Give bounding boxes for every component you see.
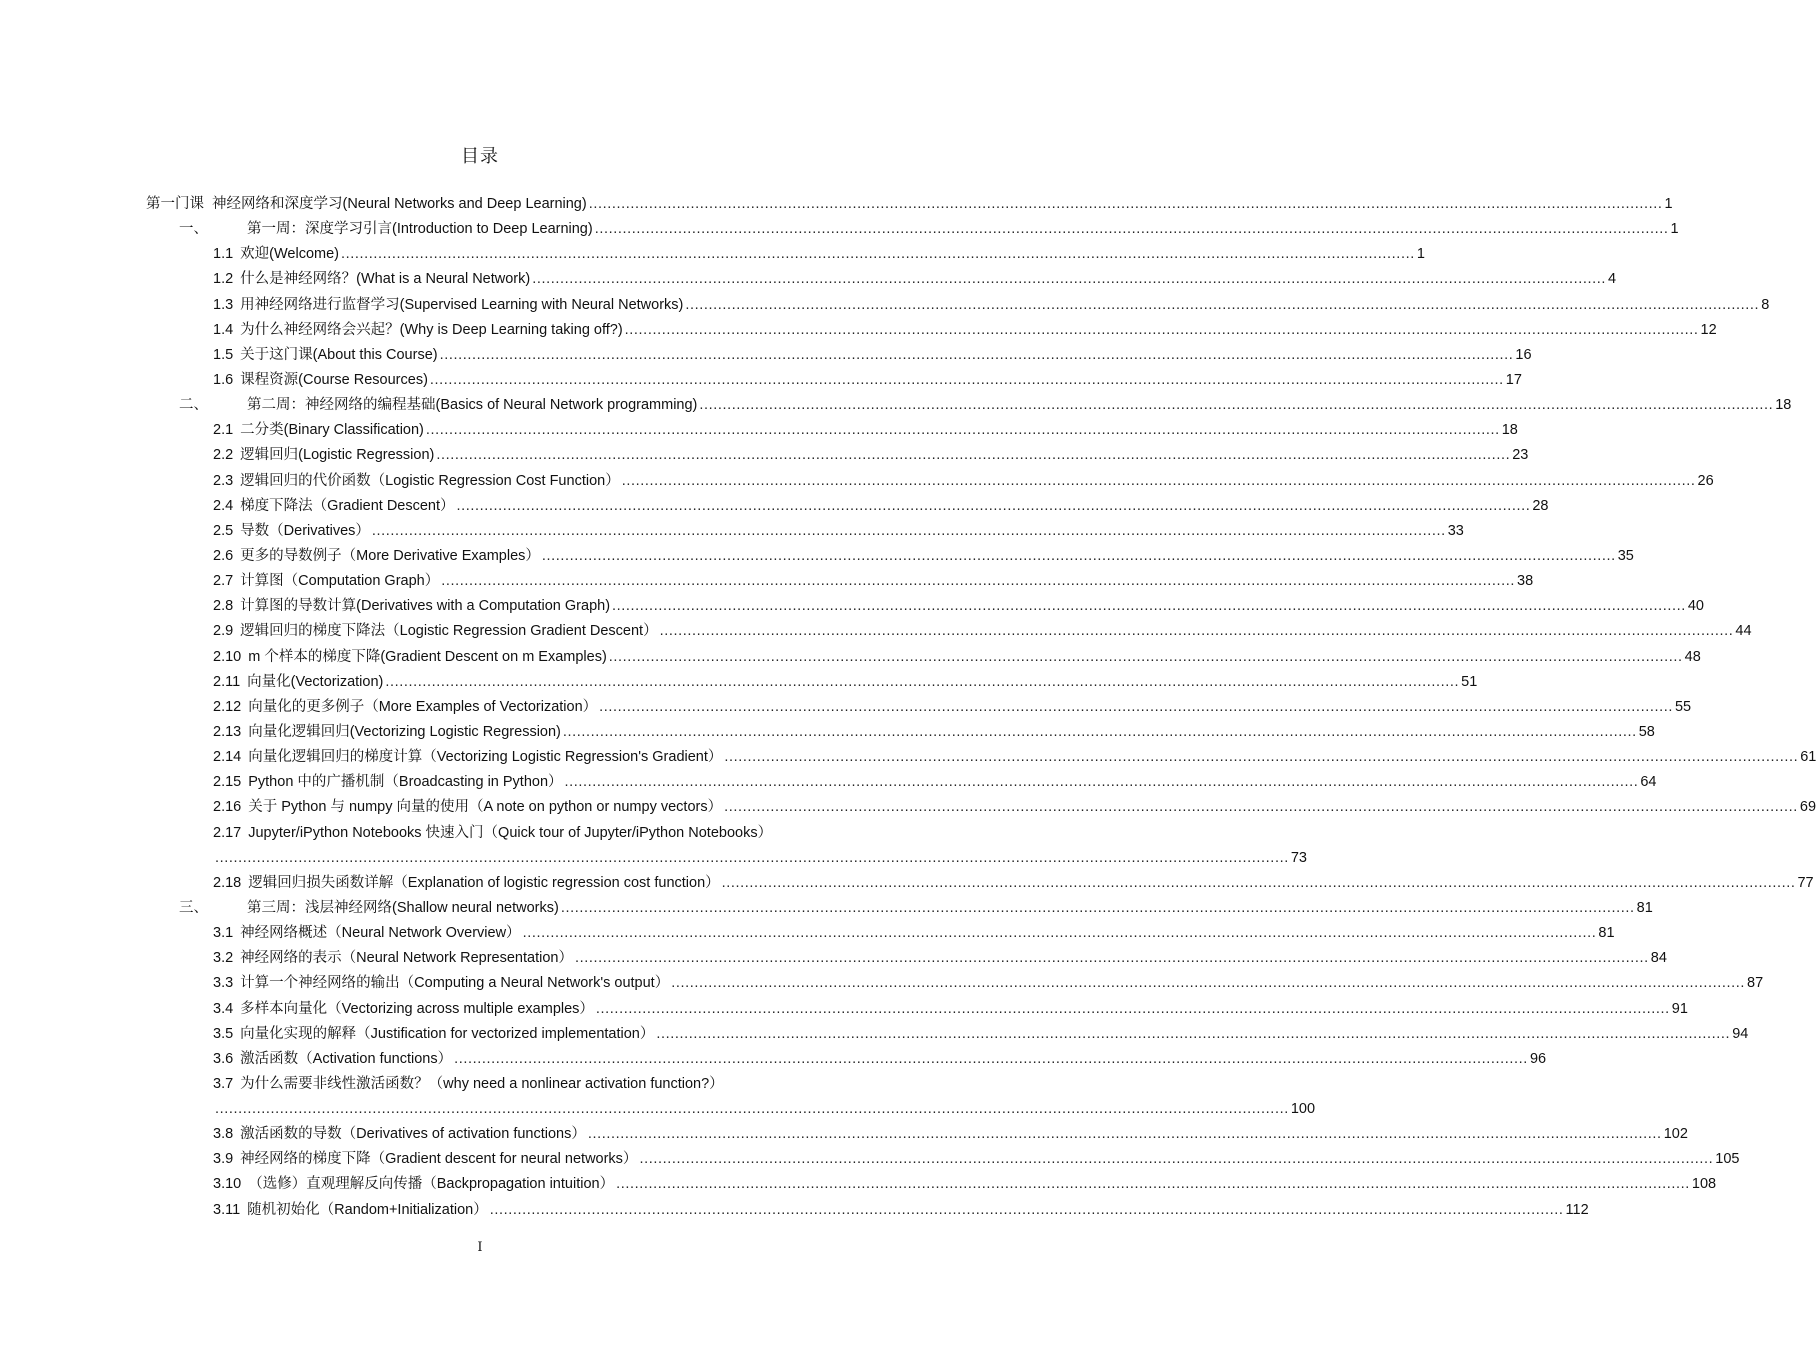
toc-entry[interactable] <box>0 1122 1688 1147</box>
toc-entry-number: 3.11 <box>213 1201 241 1218</box>
toc-entry[interactable] <box>0 921 1615 946</box>
toc-entry-number: 2.3 <box>213 472 234 489</box>
toc-entry-number: 3.7 <box>213 1075 234 1092</box>
leader-dots <box>656 1022 1730 1047</box>
toc-entry-title: 随机初始化（Random+Initialization） <box>247 1201 488 1218</box>
toc-entry[interactable] <box>0 494 1549 519</box>
toc-entry-title: 神经网络的表示（Neural Network Representation） <box>240 950 573 967</box>
toc-entry-number: 3.4 <box>213 1000 234 1017</box>
toc-entry-title: Jupyter/iPython Notebooks 快速入门（Quick tour of Jupyter/iPython Notebooks） <box>248 824 773 841</box>
leader-dots <box>563 720 1637 745</box>
toc-entry-title: 向量化的更多例子（More Examples of Vectorization） <box>248 698 598 715</box>
toc-entry-number: 二、 <box>179 397 208 414</box>
toc-entry-number: 2.1 <box>213 422 234 439</box>
toc-entry-number: 2.15 <box>213 774 242 791</box>
toc-entry-page: 51 <box>1461 673 1478 690</box>
toc-entry-number: 3.2 <box>213 950 234 967</box>
toc-entry-page: 23 <box>1512 447 1529 464</box>
toc-entry-page: 61 <box>1800 749 1816 766</box>
toc-entry[interactable] <box>0 1072 960 1097</box>
toc-entry-page: 12 <box>1700 321 1717 338</box>
toc-entry-title: 逻辑回归(Logistic Regression) <box>240 447 435 464</box>
toc-entry-page: 77 <box>1797 874 1814 891</box>
toc-entry[interactable] <box>0 670 1478 695</box>
toc-entry-page: 81 <box>1636 899 1653 916</box>
toc-entry-number: 2.12 <box>213 698 242 715</box>
leader-dots <box>612 594 1686 619</box>
toc-entry-page: 28 <box>1532 497 1549 514</box>
toc-entry[interactable] <box>0 594 1704 619</box>
toc-entry[interactable] <box>0 821 960 846</box>
leader-dots <box>671 971 1745 996</box>
toc-entry-number: 2.5 <box>213 522 234 539</box>
leader-dots <box>616 1172 1690 1197</box>
leader-dots <box>215 1097 1289 1122</box>
toc-entry-number: 2.9 <box>213 623 234 640</box>
toc-entry-page: 44 <box>1735 623 1752 640</box>
page-title: 目录 <box>461 146 499 167</box>
toc-entry[interactable] <box>0 569 1534 594</box>
leader-dots <box>441 569 1515 594</box>
toc-entry-number: 2.13 <box>213 723 242 740</box>
toc-entry-page: 35 <box>1617 547 1634 564</box>
toc-entry-title: 逻辑回归损失函数详解（Explanation of logistic regression cost function） <box>248 874 720 891</box>
toc-entry[interactable] <box>0 971 1764 996</box>
toc-entry-number: 2.17 <box>213 824 242 841</box>
toc-entry-title: 多样本向量化（Vectorizing across multiple examples） <box>240 1000 594 1017</box>
toc-entry-continuation[interactable] <box>0 1097 1316 1122</box>
leader-dots <box>609 645 1683 670</box>
toc-entry-title: 关于 Python 与 numpy 向量的使用（A note on python or numpy vectors） <box>248 799 723 816</box>
toc-entry-title: 第三周：浅层神经网络(Shallow neural networks) <box>247 899 559 916</box>
toc-entry-page: 18 <box>1501 422 1518 439</box>
toc-entry-title: 计算图（Computation Graph） <box>240 573 440 590</box>
toc-entry-page: 102 <box>1663 1126 1688 1143</box>
toc-entry[interactable] <box>0 946 1667 971</box>
toc-entry[interactable] <box>0 871 1814 896</box>
toc-entry-page: 112 <box>1565 1201 1589 1218</box>
leader-dots <box>722 871 1796 896</box>
toc-entry-title: （选修）直观理解反向传播（Backpropagation intuition） <box>248 1176 615 1193</box>
toc-entry-page: 18 <box>1775 397 1792 414</box>
toc-entry-page: 48 <box>1684 648 1701 665</box>
toc-entry-number: 2.11 <box>213 673 241 690</box>
leader-dots <box>589 192 1663 217</box>
toc-entry-title: 用神经网络进行监督学习(Supervised Learning with Neural Networks) <box>240 296 684 313</box>
toc-entry-title: 课程资源(Course Resources) <box>240 371 428 388</box>
toc-entry-page: 64 <box>1640 774 1657 791</box>
toc-entry[interactable] <box>0 368 1522 393</box>
leader-dots <box>724 745 1798 770</box>
toc-entry[interactable] <box>0 795 1816 820</box>
toc-entry-page: 40 <box>1687 598 1704 615</box>
toc-entry-page: 108 <box>1691 1176 1717 1193</box>
toc-entry[interactable] <box>0 293 1770 318</box>
table-of-contents <box>0 192 1816 1223</box>
leader-dots <box>457 494 1531 519</box>
toc-entry-number: 第一门课 <box>146 196 204 212</box>
leader-dots <box>575 946 1649 971</box>
toc-entry[interactable] <box>0 720 1655 745</box>
leader-dots <box>561 896 1635 921</box>
toc-entry-page: 96 <box>1529 1050 1547 1067</box>
toc-entry[interactable] <box>0 393 1792 418</box>
toc-entry-title: 神经网络概述（Neural Network Overview） <box>240 925 521 942</box>
toc-entry[interactable] <box>0 1172 1717 1197</box>
toc-entry-title: 更多的导数例子（More Derivative Examples） <box>240 547 540 564</box>
toc-entry-title: 神经网络的梯度下降（Gradient descent for neural networks） <box>240 1151 638 1168</box>
toc-entry-number: 2.18 <box>213 874 242 891</box>
toc-entry[interactable] <box>0 343 1532 368</box>
toc-entry-page: 1 <box>1416 246 1425 263</box>
toc-entry-page: 17 <box>1505 371 1522 388</box>
leader-dots <box>385 670 1459 695</box>
toc-entry-page: 73 <box>1290 849 1307 866</box>
toc-entry-number: 1.3 <box>213 296 234 313</box>
leader-dots <box>599 695 1673 720</box>
toc-entry-title: m 个样本的梯度下降(Gradient Descent on m Examples) <box>248 648 607 665</box>
toc-entry-page: 8 <box>1761 296 1770 313</box>
leader-dots <box>639 1147 1713 1172</box>
toc-entry-title: 梯度下降法（Gradient Descent） <box>240 497 455 514</box>
leader-dots <box>588 1122 1662 1147</box>
leader-dots <box>542 544 1616 569</box>
leader-dots <box>341 242 1415 267</box>
toc-entry[interactable] <box>0 443 1529 468</box>
toc-entry-number: 2.14 <box>213 749 242 766</box>
toc-entry[interactable] <box>0 519 1464 544</box>
toc-entry-page: 33 <box>1447 522 1464 539</box>
toc-entry[interactable] <box>0 1047 1547 1072</box>
toc-entry-page: 16 <box>1515 346 1532 363</box>
leader-dots <box>622 469 1696 494</box>
leader-dots <box>565 770 1639 795</box>
toc-entry-page: 81 <box>1598 925 1615 942</box>
toc-entry-title: 第一周：深度学习引言(Introduction to Deep Learning) <box>247 221 593 238</box>
leader-dots <box>699 393 1773 418</box>
page-number: I <box>477 1240 483 1255</box>
toc-entry-page: 4 <box>1608 271 1617 288</box>
toc-entry-page: 38 <box>1517 573 1534 590</box>
leader-dots <box>596 997 1670 1022</box>
toc-entry[interactable] <box>0 544 1634 569</box>
toc-entry-page: 87 <box>1747 975 1764 992</box>
toc-entry-number: 3.3 <box>213 975 234 992</box>
toc-entry-number: 3.5 <box>213 1025 234 1042</box>
toc-entry[interactable] <box>0 267 1617 292</box>
toc-entry-title: 导数（Derivatives） <box>240 522 370 539</box>
toc-entry-page: 69 <box>1799 799 1816 816</box>
leader-dots <box>685 293 1759 318</box>
toc-entry[interactable] <box>0 318 1717 343</box>
toc-entry[interactable] <box>0 242 1425 267</box>
toc-entry-number: 2.4 <box>213 497 234 514</box>
leader-dots <box>523 921 1597 946</box>
toc-entry-title: 向量化逻辑回归的梯度计算（Vectorizing Logistic Regression's Gradient） <box>248 749 723 766</box>
toc-entry-number: 3.9 <box>213 1151 234 1168</box>
toc-entry-number: 3.10 <box>213 1176 242 1193</box>
toc-entry-page: 100 <box>1290 1101 1316 1118</box>
toc-entry-number: 2.7 <box>213 573 234 590</box>
leader-dots <box>532 267 1606 292</box>
toc-entry-number: 3.1 <box>213 925 234 942</box>
toc-entry-number: 2.2 <box>213 447 234 464</box>
leader-dots <box>490 1198 1564 1223</box>
toc-entry-title: 第二周：神经网络的编程基础(Basics of Neural Network programming) <box>247 397 698 414</box>
toc-entry-page: 55 <box>1674 698 1692 715</box>
toc-entry-title: Python 中的广播机制（Broadcasting in Python） <box>248 774 563 791</box>
toc-entry[interactable] <box>0 997 1688 1022</box>
toc-entry[interactable] <box>0 645 1701 670</box>
toc-entry-page: 105 <box>1715 1151 1740 1168</box>
toc-entry-page: 1 <box>1670 221 1679 238</box>
toc-entry[interactable] <box>0 695 1692 720</box>
toc-entry[interactable] <box>0 217 1679 242</box>
toc-entry-number: 3.8 <box>213 1126 234 1143</box>
toc-entry-number: 1.4 <box>213 321 234 338</box>
toc-entry-page: 84 <box>1650 950 1667 967</box>
toc-entry[interactable] <box>0 192 1673 217</box>
toc-entry-number: 2.16 <box>213 799 242 816</box>
toc-entry-title: 计算图的导数计算(Derivatives with a Computation Graph) <box>240 598 611 615</box>
toc-entry-number: 一、 <box>179 221 208 238</box>
toc-entry[interactable] <box>0 1198 1589 1223</box>
toc-entry-title: 向量化实现的解释（Justification for vectorized implementation） <box>240 1025 655 1042</box>
toc-entry-number: 1.6 <box>213 371 234 388</box>
toc-entry-title: 什么是神经网络？(What is a Neural Network) <box>240 271 531 288</box>
toc-entry[interactable] <box>0 1147 1740 1172</box>
leader-dots <box>454 1047 1528 1072</box>
leader-dots <box>595 217 1669 242</box>
toc-entry[interactable] <box>0 896 1653 921</box>
toc-entry-number: 2.10 <box>213 648 242 665</box>
toc-entry[interactable] <box>0 770 1657 795</box>
toc-entry-title: 二分类(Binary Classification) <box>240 422 424 439</box>
toc-entry-title: 逻辑回归的代价函数（Logistic Regression Cost Function） <box>240 472 620 489</box>
leader-dots <box>660 619 1734 644</box>
toc-entry-title: 逻辑回归的梯度下降法（Logistic Regression Gradient Descent） <box>240 623 658 640</box>
toc-entry-title: 关于这门课(About this Course) <box>240 346 438 363</box>
toc-entry-number: 三、 <box>179 899 208 916</box>
toc-entry-page: 91 <box>1671 1000 1688 1017</box>
leader-dots <box>724 795 1798 820</box>
toc-entry-title: 为什么需要非线性激活函数？（why need a nonlinear activation function?） <box>240 1075 724 1092</box>
toc-entry-page: 26 <box>1697 472 1714 489</box>
toc-entry-title: 向量化逻辑回归(Vectorizing Logistic Regression) <box>248 723 561 740</box>
toc-entry-title: 计算一个神经网络的输出（Computing a Neural Network's output） <box>240 975 670 992</box>
toc-entry[interactable] <box>0 1022 1749 1047</box>
toc-entry-number: 3.6 <box>213 1050 234 1067</box>
toc-entry[interactable] <box>0 418 1518 443</box>
toc-entry-title: 欢迎(Welcome) <box>240 246 339 263</box>
leader-dots <box>426 418 1500 443</box>
toc-entry-title: 激活函数的导数（Derivatives of activation functions） <box>240 1126 586 1143</box>
leader-dots <box>372 519 1446 544</box>
toc-entry-page: 1 <box>1664 196 1673 212</box>
toc-entry-continuation[interactable] <box>0 846 1307 871</box>
toc-entry-page: 94 <box>1732 1025 1749 1042</box>
toc-entry-number: 1.1 <box>213 246 234 263</box>
toc-entry[interactable] <box>0 745 1816 770</box>
toc-entry-number: 2.8 <box>213 598 234 615</box>
leader-dots <box>625 318 1699 343</box>
leader-dots <box>215 846 1289 871</box>
toc-entry-title: 神经网络和深度学习(Neural Networks and Deep Learning) <box>212 196 587 212</box>
leader-dots <box>440 343 1514 368</box>
toc-entry-number: 1.5 <box>213 346 234 363</box>
toc-entry-title: 激活函数（Activation functions） <box>240 1050 453 1067</box>
toc-entry-number: 2.6 <box>213 547 234 564</box>
toc-entry-page: 58 <box>1638 723 1655 740</box>
toc-entry-number: 1.2 <box>213 271 234 288</box>
toc-entry[interactable] <box>0 469 1714 494</box>
toc-entry[interactable] <box>0 619 1752 644</box>
toc-entry-title: 为什么神经网络会兴起？(Why is Deep Learning taking off?) <box>240 321 623 338</box>
leader-dots <box>436 443 1510 468</box>
toc-entry-title: 向量化(Vectorization) <box>247 673 384 690</box>
leader-dots <box>430 368 1504 393</box>
